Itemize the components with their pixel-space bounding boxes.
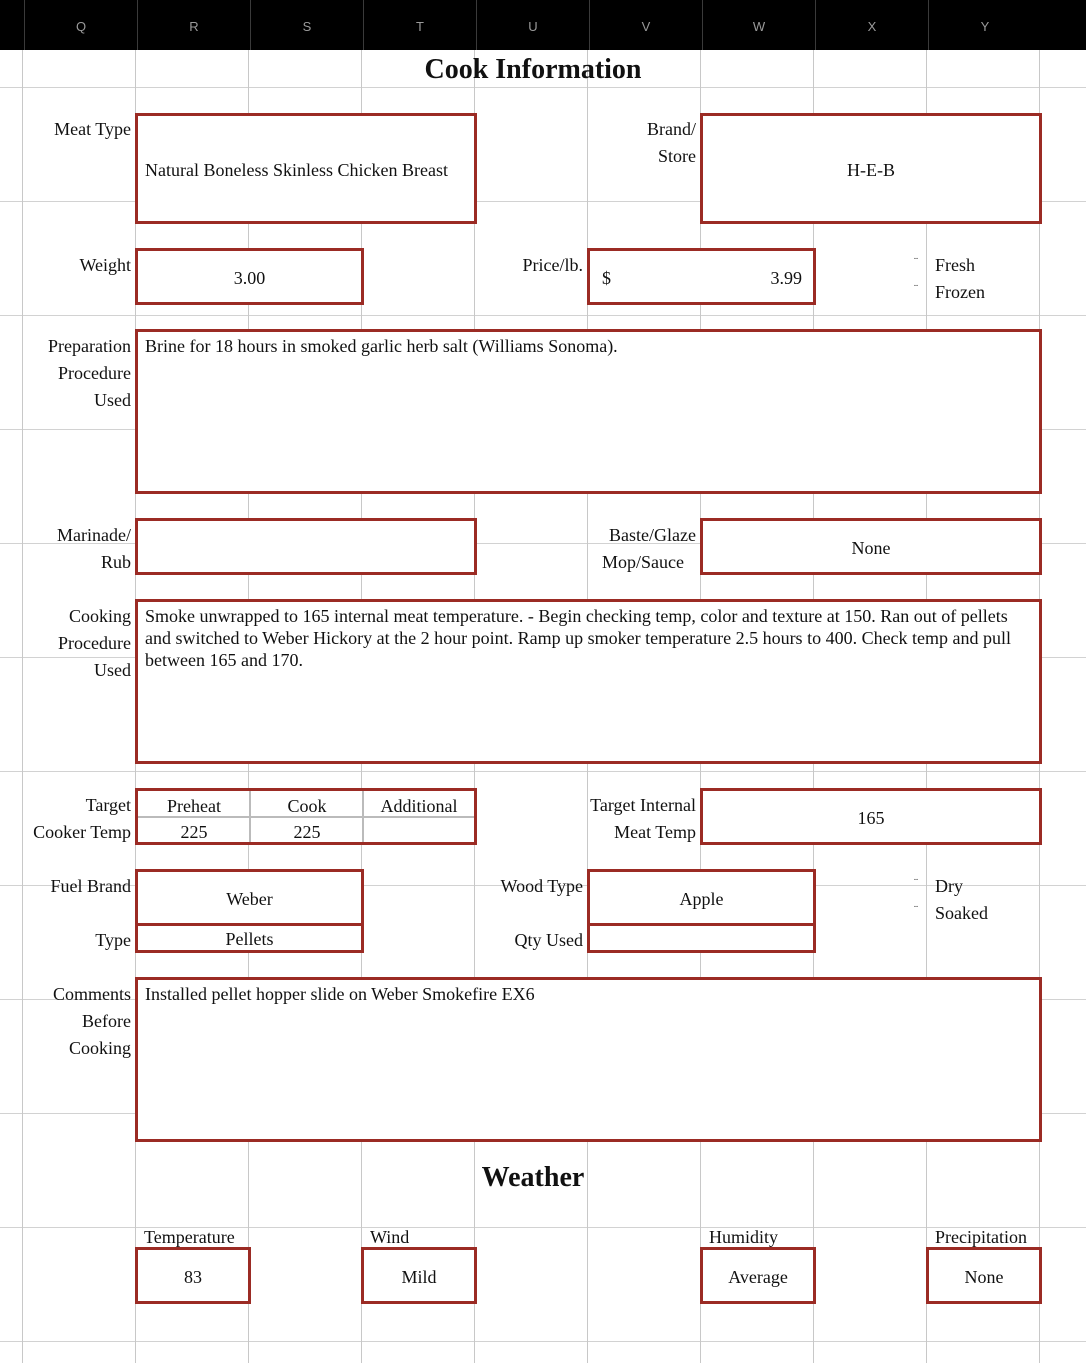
additional-header: Additional [380,796,458,816]
qty-used-label: Qty Used [514,930,583,950]
comments-value: Installed pellet hopper slide on Weber Smokefire EX6 [145,984,535,1004]
marinade-label-line1: Marinade/ [57,525,131,545]
baste-glaze-value: None [851,538,891,558]
meat-type-label: Meat Type [54,119,131,139]
cook-header: Cook [287,796,327,816]
prep-label-line3: Used [94,390,131,410]
dry-label: Dry [935,876,963,896]
soaked-checkbox[interactable]: ¨ [914,902,918,916]
humidity-label: Humidity [709,1227,779,1247]
prep-label-line2: Procedure [58,363,131,383]
wind-value: Mild [401,1267,437,1287]
temperature-label: Temperature [144,1227,235,1247]
target-internal-temp-field[interactable] [700,788,1042,845]
comments-label-line2: Before [82,1011,131,1031]
precipitation-field[interactable] [926,1247,1042,1304]
meat-type-value: Natural Boneless Skinless Chicken Breast [145,160,448,180]
column-header-r[interactable]: R [137,0,250,50]
cook-temp-cell[interactable]: 225 [293,822,321,842]
marinade-label-line2: Rub [100,552,131,572]
cooking-label-line3: Used [94,660,131,680]
column-header-w[interactable]: W [702,0,815,50]
cooking-procedure-field[interactable] [135,599,1042,764]
baste-glaze-field[interactable] [700,518,1042,575]
column-header-t[interactable]: T [363,0,476,50]
fresh-label: Fresh [935,255,975,275]
wind-field[interactable] [361,1247,477,1304]
weight-label: Weight [79,255,131,275]
cooking-label-line2: Procedure [58,633,131,653]
fresh-checkbox[interactable]: ¨ [914,254,918,268]
dry-checkbox[interactable]: ¨ [914,875,918,889]
fuel-type-value: Pellets [225,929,274,949]
baste-label-line1: Baste/Glaze [609,525,696,545]
fuel-brand-field[interactable] [135,869,364,926]
comments-label-line3: Cooking [68,1038,131,1058]
weather-title: Weather [481,1162,585,1193]
qty-used-field[interactable] [587,923,816,953]
fuel-brand-label: Fuel Brand [50,876,131,896]
marinade-rub-field[interactable] [135,518,477,575]
price-label: Price/lb. [522,255,583,275]
column-header-q[interactable]: Q [24,0,137,50]
comments-label-line1: Comments [52,984,131,1004]
weight-value: 3.00 [233,268,266,288]
soaked-label: Soaked [935,903,988,923]
frozen-label: Frozen [935,282,985,302]
preparation-procedure-value: Brine for 18 hours in smoked garlic herb salt (Williams Sonoma). [145,336,618,356]
additional-temp-cell[interactable] [364,821,474,843]
price-field[interactable] [587,248,816,305]
column-header-s[interactable]: S [250,0,363,50]
cooker-temp-grid [135,788,477,845]
wood-type-label: Wood Type [500,876,583,896]
cooking-procedure-value: Smoke unwrapped to 165 internal meat temperature. - Begin checking temp, color and texture at 150. Ran out of pellets and switched to Weber Hickory at the 2 hour point. Ramp up smoker temperature 2.5 hours to 400. Check temp and pull between 165 and 170. [145,606,1012,670]
baste-label-line2: Mop/Sauce [602,552,684,572]
temperature-value: 83 [184,1267,202,1287]
precipitation-value: None [964,1267,1004,1287]
cook-information-title: Cook Information [424,54,642,85]
column-header-v[interactable]: V [589,0,702,50]
temperature-field[interactable] [135,1247,251,1304]
frozen-checkbox[interactable]: ¨ [914,281,918,295]
price-value: 3.99 [770,268,802,288]
brand-label-line2: Store [658,146,696,166]
meat-type-field[interactable] [135,113,477,224]
humidity-value: Average [728,1267,788,1287]
column-header-u[interactable]: U [476,0,589,50]
target-label-line2: Cooker Temp [33,822,131,842]
column-header-y[interactable]: Y [928,0,1041,50]
precipitation-label: Precipitation [935,1227,1027,1247]
fuel-type-label: Type [95,930,131,950]
comments-field[interactable] [135,977,1042,1142]
cooking-label-line1: Cooking [68,606,131,626]
column-header-x[interactable]: X [815,0,928,50]
prep-label-line1: Preparation [48,336,131,356]
humidity-field[interactable] [700,1247,816,1304]
target-internal-temp-value: 165 [857,808,885,828]
fuel-type-field[interactable] [135,923,364,953]
wood-type-value: Apple [679,889,724,909]
weight-field[interactable] [135,248,364,305]
brand-value: H-E-B [847,160,895,180]
preheat-header: Preheat [167,796,221,816]
wood-type-field[interactable] [587,869,816,926]
price-currency: $ [602,268,611,288]
preparation-procedure-field[interactable] [135,329,1042,494]
target-label-line1: Target [85,795,131,815]
target-internal-label-line1: Target Internal [590,795,696,815]
brand-field[interactable] [700,113,1042,224]
brand-label-line1: Brand/ [647,119,696,139]
fuel-brand-value: Weber [226,889,273,909]
column-header-bar [0,0,1086,50]
target-internal-label-line2: Meat Temp [614,822,696,842]
wind-label: Wind [370,1227,410,1247]
preheat-temp-cell[interactable]: 225 [180,822,208,842]
